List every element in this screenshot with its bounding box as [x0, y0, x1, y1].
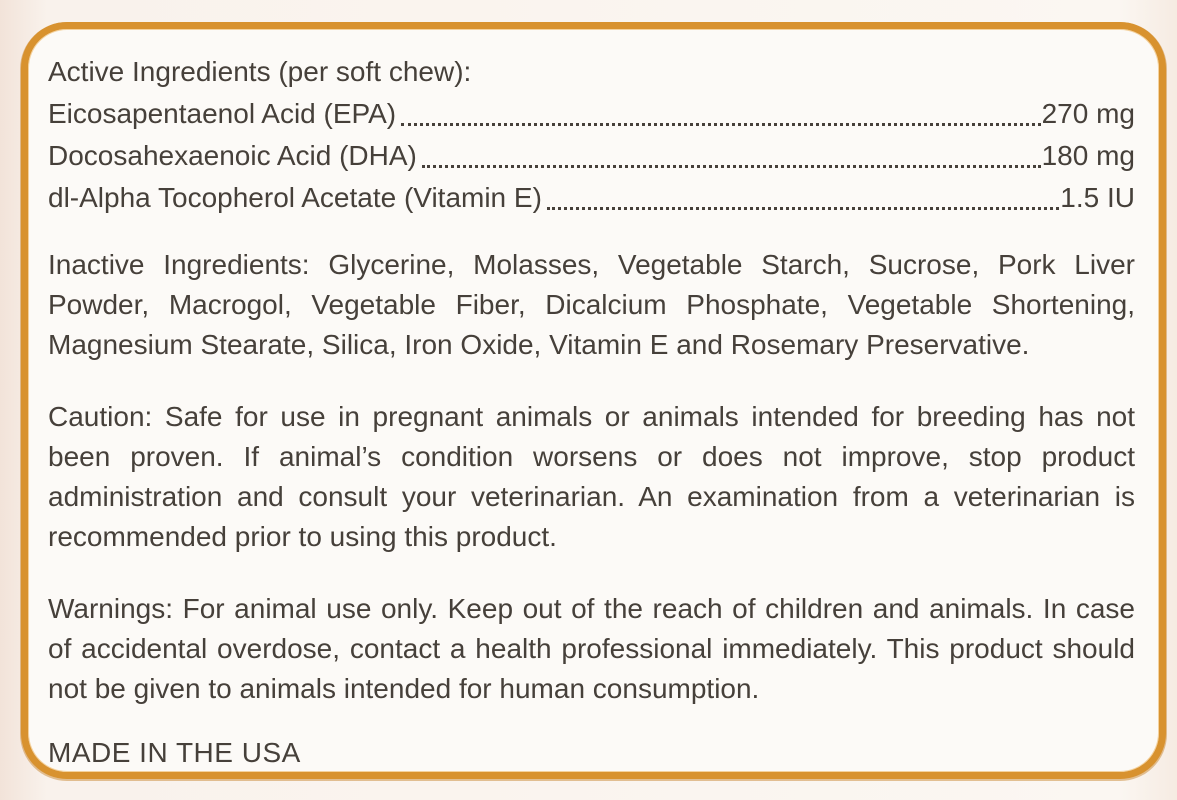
- ingredients-label-panel: [21, 22, 1166, 779]
- ingredient-name-epa: Eicosapentaenol Acid (EPA): [48, 98, 397, 129]
- ingredient-row-vitamin-e: [48, 177, 1135, 219]
- ingredient-value-epa: 270 mg: [1041, 98, 1135, 129]
- ingredient-row-epa: [48, 93, 1135, 135]
- active-ingredients-heading: Active Ingredients (per soft chew):: [48, 56, 472, 87]
- ingredient-name-vitamin-e: dl-Alpha Tocopherol Acetate (Vitamin E): [48, 182, 542, 213]
- dotted-leader: [401, 123, 1040, 126]
- ingredient-value-vitamin-e: 1.5 IU: [1060, 182, 1135, 213]
- made-in-usa-text: MADE IN THE USA: [48, 737, 301, 768]
- dotted-leader: [422, 165, 1041, 168]
- ingredient-value-dha: 180 mg: [1041, 140, 1135, 171]
- warnings-text: Warnings: For animal use only. Keep out of the reach of children and animals. In case of accidental overdose, contact a health professional immediately. This product should not be given to animals intended for human consumption.: [48, 593, 1135, 704]
- ingredient-name-dha: Docosahexaenoic Acid (DHA): [48, 140, 417, 171]
- ingredient-row-dha: [48, 135, 1135, 177]
- inactive-ingredients-text: Inactive Ingredients: Glycerine, Molasses, Vegetable Starch, Sucrose, Pork Liver Powder, Macrogol, Vegetable Fiber, Dicalcium Phosphate, Vegetable Shortening, Magnesium Stearate, Silica, Iron Oxide, Vitamin E and Rosemary Preservative.: [48, 249, 1135, 360]
- dotted-leader: [547, 207, 1059, 210]
- caution-text: Caution: Safe for use in pregnant animals or animals intended for breeding has not been proven. If animal’s condition worsens or does not improve, stop product administration and consult your veterinarian. An examination from a veterinarian is recommended prior to using this product.: [48, 401, 1135, 552]
